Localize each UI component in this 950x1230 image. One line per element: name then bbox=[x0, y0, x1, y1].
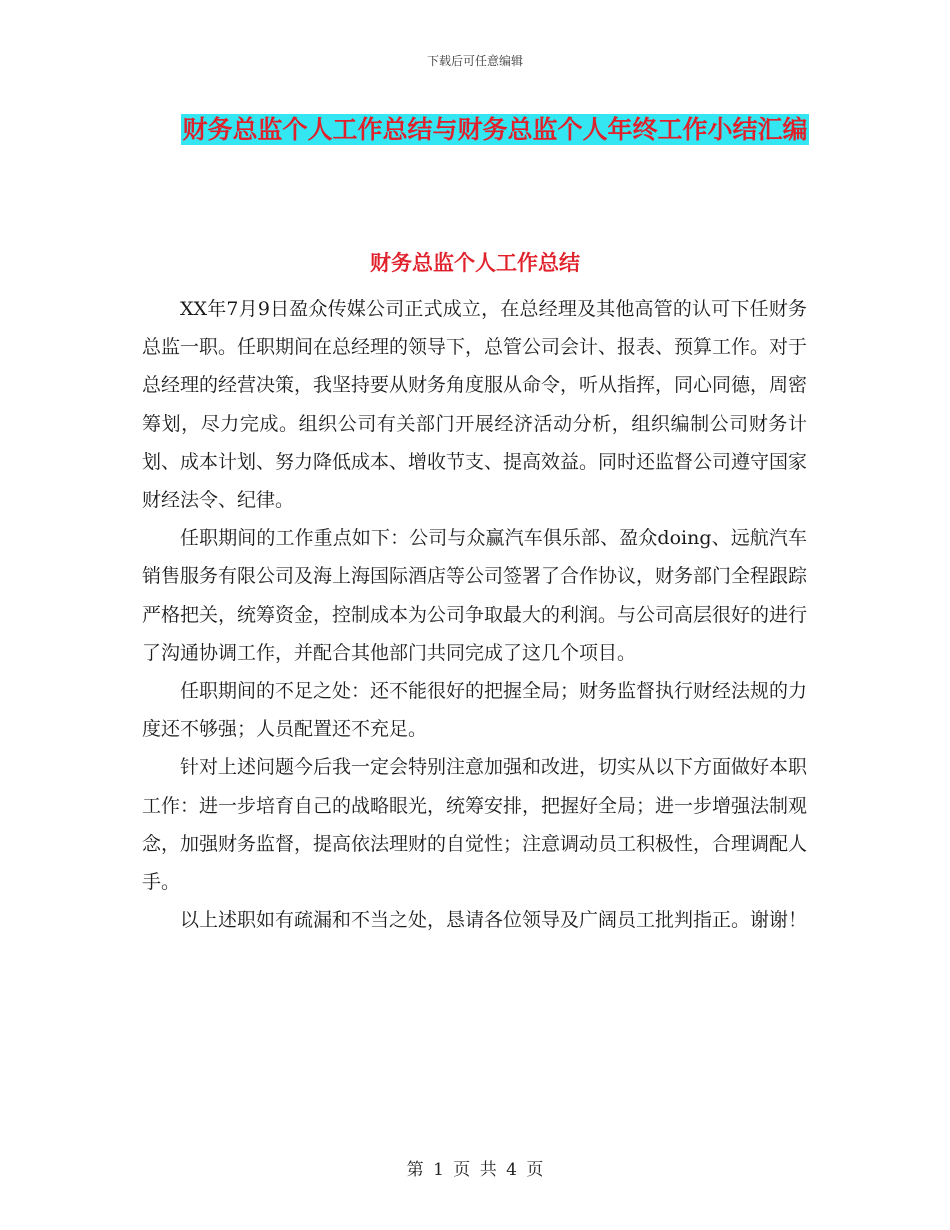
paragraph: 任职期间的不足之处：还不能很好的把握全局；财务监督执行财经法规的力度还不够强；人员配置还不充足。 bbox=[142, 680, 808, 741]
body-text bbox=[142, 290, 807, 939]
paragraph: XX年7月9日盈众传媒公司正式成立，在总经理及其他高管的认可下任财务总监一职。任职期间在总经理的领导下，总管公司会计、报表、预算工作。对于总经理的经营决策，我坚持要从财务角度服从命令，听从指挥，同心同德，周密筹划，尽力完成。组织公司有关部门开展经济活动分析，组织编制公司财务计划、成本计划、努力降低成本、增收节支、提高效益。同时还监督公司遵守国家财经法令、纪律。 bbox=[142, 298, 808, 512]
paragraph: 针对上述问题今后我一定会特别注意加强和改进，切实从以下方面做好本职工作：进一步培育自己的战略眼光，统筹安排，把握好全局；进一步增强法制观念，加强财务监督，提高依法理财的自觉性；注意调动员工积极性，合理调配人手。 bbox=[142, 756, 808, 894]
document-title-text: 财务总监个人工作总结与财务总监个人年终工作小结汇编 bbox=[182, 115, 808, 144]
page-number-footer: 第 1 页 共 4 页 bbox=[406, 1160, 544, 1180]
document-title bbox=[140, 106, 850, 154]
section-title: 财务总监个人工作总结 bbox=[370, 250, 580, 275]
paragraph: 任职期间的工作重点如下：公司与众赢汽车俱乐部、盈众doing、远航汽车销售服务有限公司及海上海国际酒店等公司签署了合作协议，财务部门全程跟踪严格把关，统筹资金，控制成本为公司争取最大的利润。与公司高层很好的进行了沟通协调工作，并配合其他部门共同完成了这几个项目。 bbox=[142, 527, 808, 664]
header-note: 下载后可任意编辑 bbox=[426, 54, 523, 68]
paragraph: 以上述职如有疏漏和不当之处，恳请各位领导及广阔员工批判指正。谢谢！ bbox=[180, 909, 808, 932]
